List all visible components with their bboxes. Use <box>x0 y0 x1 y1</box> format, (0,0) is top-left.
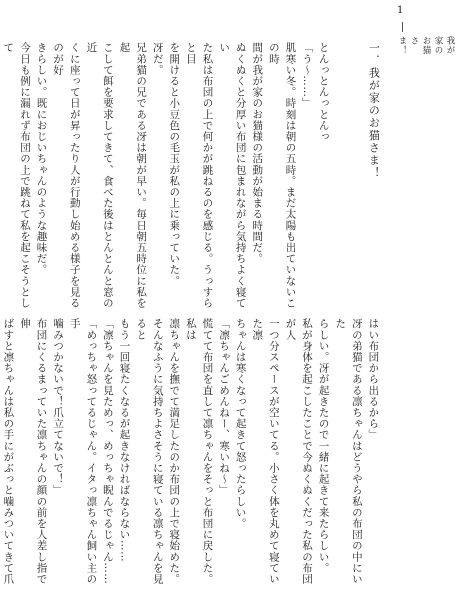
text-line: こして餌を要求してきて、食べた後はとんとんと窓の近 <box>85 42 114 309</box>
text-line: 冴の弟猫である凛ちゃんはどうやら私の布団の中にいた <box>334 318 363 585</box>
text-line: 慌てて布団を直して凛ちゃんをそっと布団に戻した。私は <box>184 318 214 585</box>
text-line: 「凛ちゃんごめんねー、寒いね～」 <box>218 318 231 496</box>
text-line: 「凛ちゃんを見ためっ、めっちゃ睨んでるじゃん…… <box>101 318 114 585</box>
page-number: 1 <box>397 5 404 16</box>
text-line: 間が我が家のお猫様の活動が始まる時間だ。 <box>251 42 264 264</box>
text-line: 肌寒い冬。時刻は朝の五時。まだ太陽も出ていないこの時 <box>267 42 297 309</box>
text-line: もう一回寝たくなるが起きなければならない…… <box>118 318 131 563</box>
text-line: らしい。冴が起きたので一緒に起きて来たらしい。 <box>317 318 330 574</box>
text-line: とんっとんっとんっ <box>317 42 330 142</box>
header-rule <box>402 22 403 32</box>
text-line: 今日も例に漏れず布団の上で跳ねて私を起こそうとして <box>2 42 31 309</box>
text-line: 「う～……」 <box>301 42 314 109</box>
text-line: 凛ちゃんを撫でて満足したのか布団の上で寝始めた。 <box>168 318 181 585</box>
text-line: 私が身体を起こしたことで今ぬくぬくだった私の布団が人 <box>284 318 314 585</box>
text-line: 一つ分スペースが空いてる。小さく体を丸めて寝ていた凛 <box>251 318 280 585</box>
text-line: ばすと凛ちゃんは私の手にがぶっと噛みついてきて爪 <box>2 318 15 585</box>
text-line: 「めっちゃ怒ってるじゃん。イタっ凛ちゃん飼い主の手 <box>68 318 98 585</box>
bottom-body <box>0 318 381 594</box>
top-body <box>0 42 332 309</box>
text-line: 兄弟猫の兄である冴は朝が早い。毎日朝五時位に私を起 <box>118 42 148 309</box>
text-block-bottom <box>2 318 398 594</box>
text-line: きらしい。既におじいちゃんのような趣味だ。 <box>35 42 48 276</box>
text-line: ぬくぬくと分厚い布団に包まれながら気持ちよく寝てい <box>218 42 247 309</box>
text-line: そんなふうに気持ちよさそうに寝ている凛ちゃんを見ると <box>135 318 164 585</box>
text-line: た私は布団の上で何かが跳ねるのを感じる。うっすらと目 <box>184 42 214 309</box>
running-title: 我が家のお猫さま！ <box>397 36 455 55</box>
text-block-top <box>2 42 398 309</box>
text-line: くに座って日が昇ったり人が行動し始める様子を見るのが好 <box>52 42 81 309</box>
text-line: はい布団から出るから」 <box>367 318 380 441</box>
chapter-title: 一．我が家のお猫さま！ <box>367 42 381 180</box>
text-line: を開けると小豆色の毛玉が私の上に乗っていた。 <box>168 42 181 287</box>
text-line: 布団にくるまっていた凛ちゃんの顔の前を人差し指で伸 <box>18 318 48 585</box>
text-line: 噛みつかないで！爪立てないで！」 <box>52 318 65 496</box>
text-line: ちゃんは寒くなって起きて怒ったらしい。 <box>234 318 247 529</box>
text-line: 冴だ。 <box>151 42 164 76</box>
